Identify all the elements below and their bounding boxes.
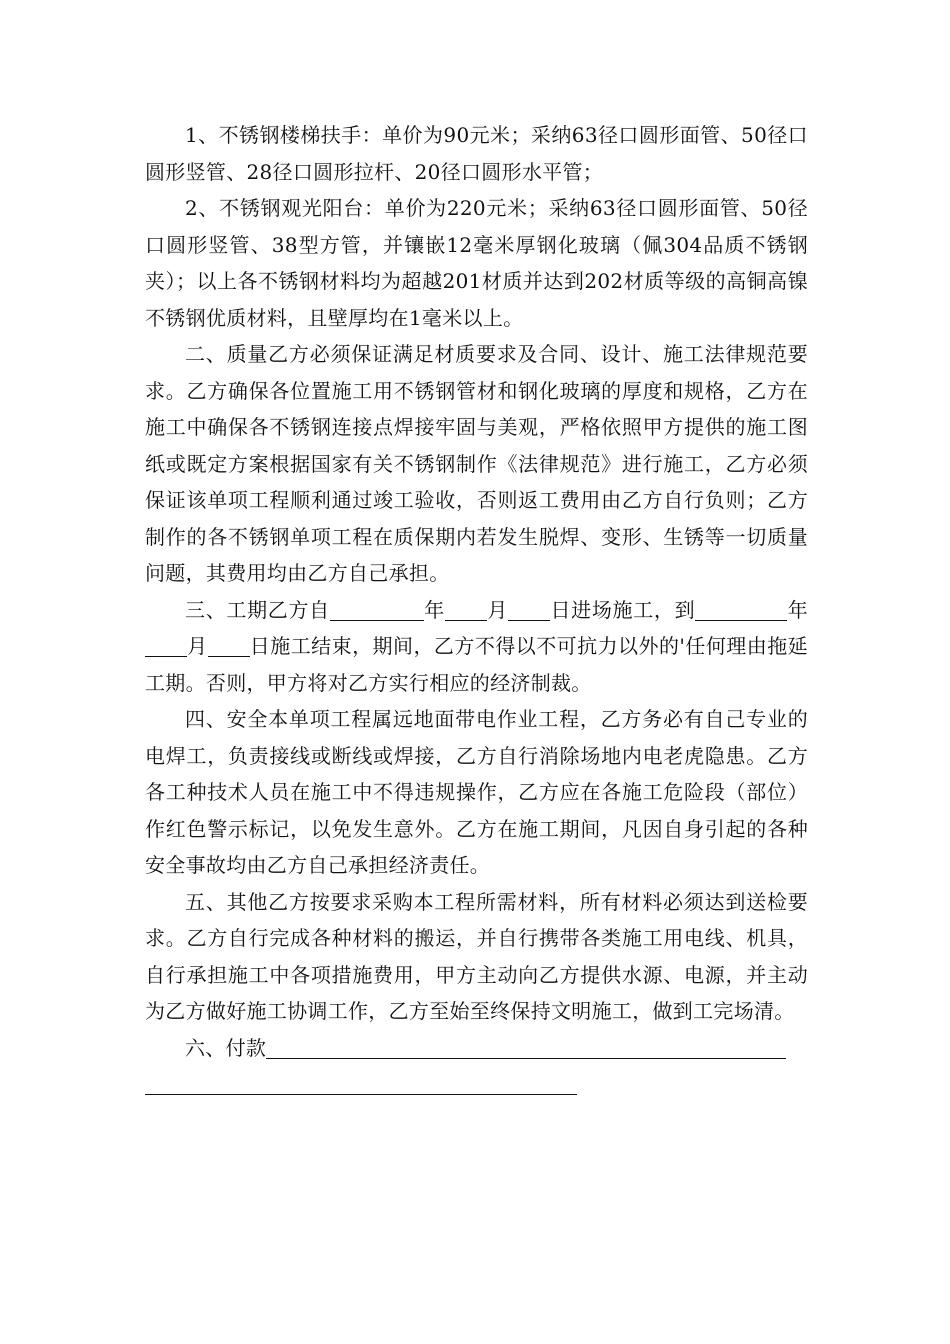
schedule-day-1: 日进场施工，到: [550, 597, 696, 622]
blank-end-day: [208, 630, 250, 657]
blank-start-year: [330, 594, 424, 621]
schedule-month-2: 月: [187, 634, 208, 658]
schedule-day-2: 日施工结束，期间，乙方不得以不可抗力以外的'任何理由拖延工期。否则，甲方将对乙方实行相应的经济制裁。: [145, 634, 808, 695]
blank-payment-2: [145, 1094, 577, 1095]
paragraph-payment: [145, 1030, 808, 1067]
paragraph-stair-handrail: 1、不锈钢楼梯扶手：单价为90元米；采纳63径口圆形面管、50径口圆形竖管、28径口圆形拉杆、20径口圆形水平管；: [145, 123, 808, 184]
blank-start-month: [445, 594, 487, 621]
document-page: [145, 117, 808, 1103]
schedule-year-2: 年: [787, 597, 808, 622]
schedule-year-1: 年: [423, 597, 445, 622]
blank-end-year: [695, 594, 787, 621]
paragraph-other: 五、其他乙方按要求采购本工程所需材料，所有材料必须达到送检要求。乙方自行完成各种材料的搬运，并自行携带各类施工用电线、机具，自行承担施工中各项措施费用，甲方主动向乙方提供水源、电源，并主动为乙方做好施工协调工作，乙方至始至终保持文明施工，做到工完场清。: [145, 889, 808, 1023]
paragraph-balcony: 2、不锈钢观光阳台：单价为220元米；采纳63径口圆形面管、50径口圆形竖管、38型方管，并镶嵌12毫米厚钢化玻璃（佩304品质不锈钢夹）；以上各不锈钢材料均为超越201材质并达到202材质等级的高铜高镍不锈钢优质材料，且壁厚均在1毫米以上。: [145, 196, 808, 330]
schedule-lead: 三、工期乙方自: [185, 597, 330, 622]
blank-payment-1: [266, 1032, 786, 1059]
payment-lead: 六、付款: [185, 1035, 267, 1060]
paragraph-quality: 二、质量乙方必须保证满足材质要求及合同、设计、施工法律规范要求。乙方确保各位置施工用不锈钢管材和钢化玻璃的厚度和规格，乙方在施工中确保各不锈钢连接点焊接牢固与美观，严格依照甲方提供的施工图纸或既定方案根据国家有关不锈钢制作《法律规范》进行施工，乙方必须保证该单项工程顺利通过竣工验收，否则返工费用由乙方自行负则；乙方制作的各不锈钢单项工程在质保期内若发生脱焊、变形、生锈等一切质量问题，其费用均由乙方自己承担。: [145, 342, 808, 585]
paragraph-safety: 四、安全本单项工程属远地面带电作业工程，乙方务必有自己专业的电焊工，负责接线或断线或焊接，乙方自行消除场地内电老虎隐患。乙方各工种技术人员在施工中不得违规操作，乙方应在各施工危险段（部位）作红色警示标记，以免发生意外。乙方在施工期间，凡因自身引起的各种安全事故均由乙方自己承担经济责任。: [145, 707, 808, 877]
paragraph-schedule: [145, 592, 808, 702]
blank-end-month: [145, 630, 187, 657]
schedule-month-1: 月: [486, 597, 509, 622]
payment-continuation: [145, 1066, 808, 1103]
blank-start-day: [508, 594, 550, 621]
